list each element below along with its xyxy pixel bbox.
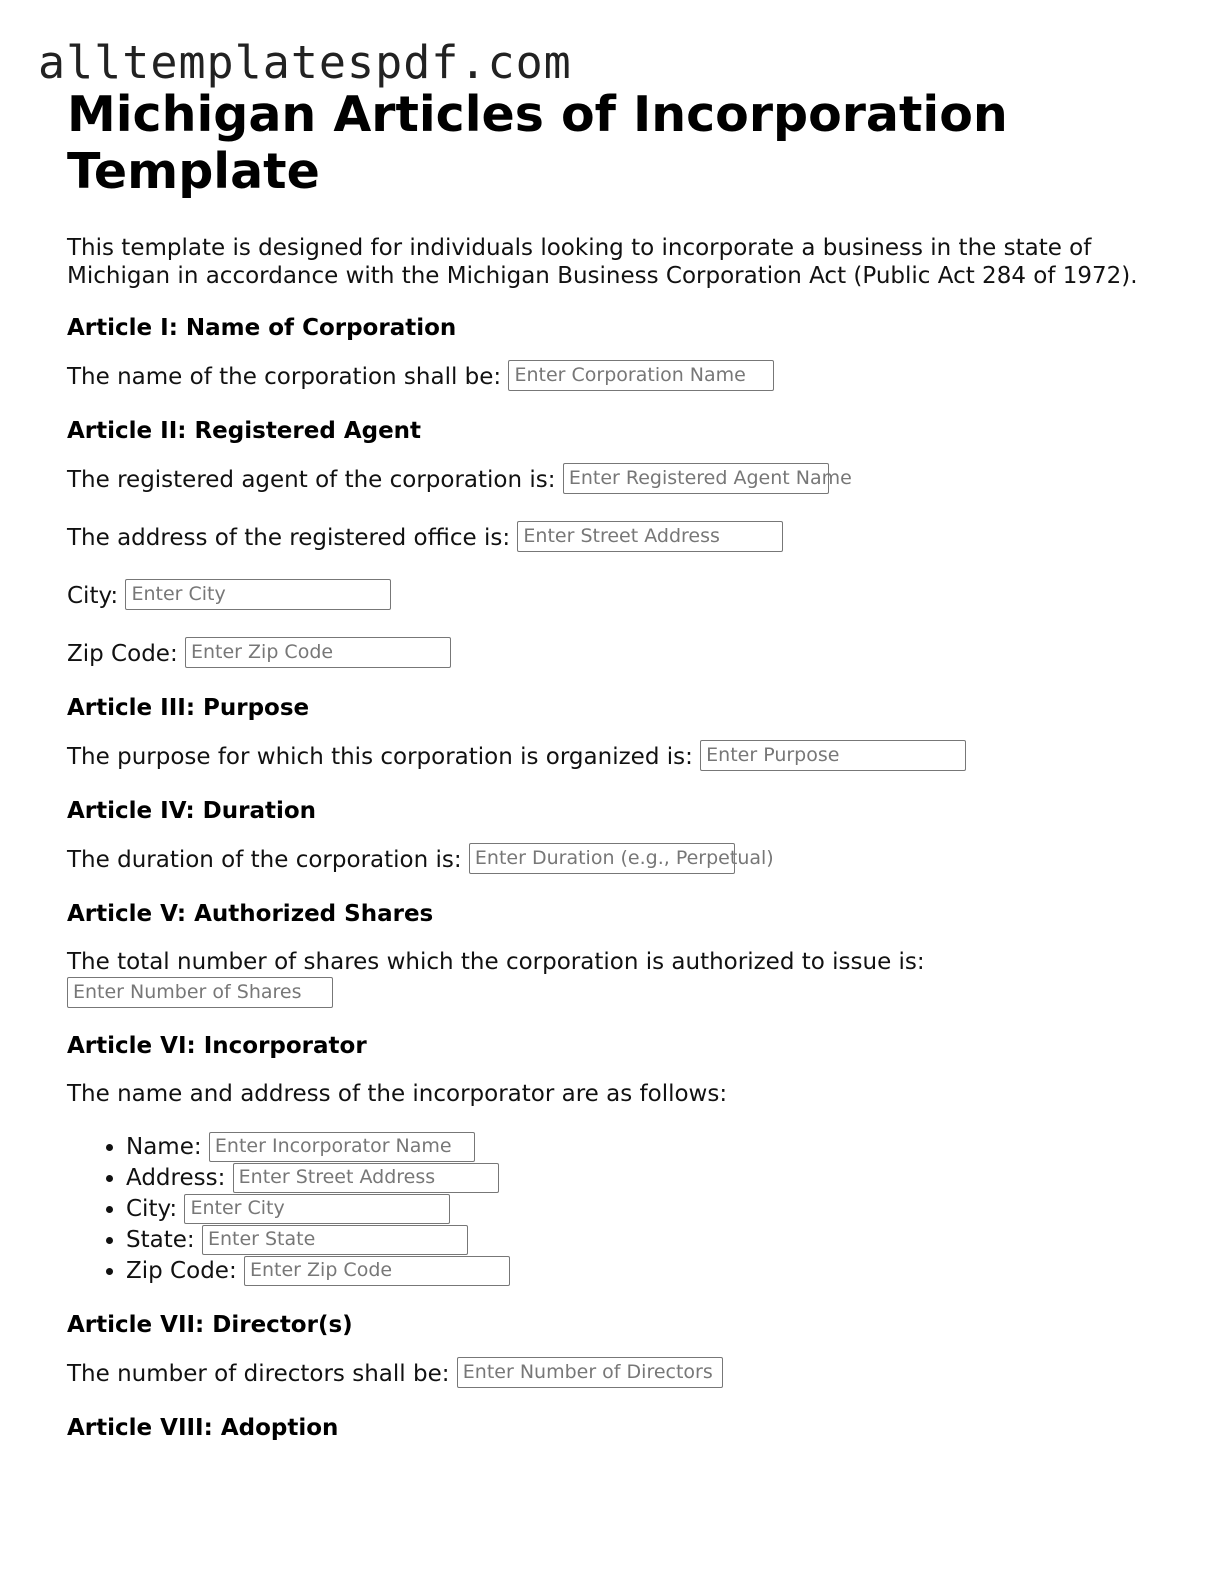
registered-agent-label: The registered agent of the corporation is: <box>67 467 556 493</box>
incorporator-address-label: Address: <box>126 1165 226 1191</box>
office-address-label: The address of the registered office is: <box>67 525 511 551</box>
duration-input[interactable]: Enter Duration (e.g., Perpetual) <box>469 843 735 874</box>
incorporator-state-input[interactable]: Enter State <box>202 1225 468 1255</box>
article-5-heading: Article V: Authorized Shares <box>67 901 434 927</box>
incorporator-zip-label: Zip Code: <box>126 1258 237 1284</box>
duration-label: The duration of the corporation is: <box>67 847 462 873</box>
incorporator-name-label: Name: <box>126 1134 202 1160</box>
article-8-heading: Article VIII: Adoption <box>67 1415 339 1441</box>
shares-label: The total number of shares which the corporation is authorized to issue is: <box>67 949 925 975</box>
office-city-input[interactable]: Enter City <box>125 579 391 610</box>
article-1-row <box>67 362 1157 393</box>
site-watermark: alltemplatespdf.com <box>38 36 572 89</box>
directors-label: The number of directors shall be: <box>67 1361 450 1387</box>
office-zip-label: Zip Code: <box>67 641 178 667</box>
intro-paragraph: This template is designed for individuals looking to incorporate a business in the state of Michigan in accordance with the Michigan Business Corporation Act (Public Act 284 of 1972). <box>67 235 1138 289</box>
incorporator-list <box>67 1132 1157 1287</box>
incorporator-city-label: City: <box>126 1196 178 1222</box>
incorporator-city-input[interactable]: Enter City <box>184 1194 450 1224</box>
article-7-row <box>67 1359 1157 1390</box>
incorporator-intro: The name and address of the incorporator are as follows: <box>67 1081 728 1107</box>
article-4-heading: Article IV: Duration <box>67 798 317 824</box>
list-item <box>126 1163 1157 1194</box>
article-3-row <box>67 742 1157 773</box>
article-5-row <box>67 948 1157 1008</box>
corporation-name-label: The name of the corporation shall be: <box>67 364 502 390</box>
article-4-row <box>67 845 1157 876</box>
form-document <box>67 86 1157 1442</box>
incorporator-zip-input[interactable]: Enter Zip Code <box>244 1256 510 1286</box>
incorporator-name-input[interactable]: Enter Incorporator Name <box>209 1132 475 1162</box>
article-2-agent-row <box>67 465 1157 496</box>
purpose-label: The purpose for which this corporation is organized is: <box>67 744 693 770</box>
list-item <box>126 1194 1157 1225</box>
article-2-address-row <box>67 523 1157 554</box>
corporation-name-input[interactable]: Enter Corporation Name <box>508 360 774 391</box>
article-1-heading: Article I: Name of Corporation <box>67 315 457 341</box>
article-3-heading: Article III: Purpose <box>67 695 310 721</box>
office-address-input[interactable]: Enter Street Address <box>517 521 783 552</box>
directors-input[interactable]: Enter Number of Directors <box>457 1357 723 1388</box>
article-2-heading: Article II: Registered Agent <box>67 418 422 444</box>
incorporator-state-label: State: <box>126 1227 195 1253</box>
page-title: Michigan Articles of Incorporation Template <box>67 86 1008 200</box>
article-2-city-row <box>67 581 1157 612</box>
list-item <box>126 1132 1157 1163</box>
article-6-heading: Article VI: Incorporator <box>67 1033 367 1059</box>
incorporator-address-input[interactable]: Enter Street Address <box>233 1163 499 1193</box>
article-7-heading: Article VII: Director(s) <box>67 1312 353 1338</box>
registered-agent-input[interactable]: Enter Registered Agent Name <box>563 463 829 494</box>
office-zip-input[interactable]: Enter Zip Code <box>185 637 451 668</box>
office-city-label: City: <box>67 583 119 609</box>
purpose-input[interactable]: Enter Purpose <box>700 740 966 771</box>
shares-input[interactable]: Enter Number of Shares <box>67 977 333 1008</box>
list-item <box>126 1225 1157 1256</box>
list-item <box>126 1256 1157 1287</box>
article-2-zip-row <box>67 639 1157 670</box>
